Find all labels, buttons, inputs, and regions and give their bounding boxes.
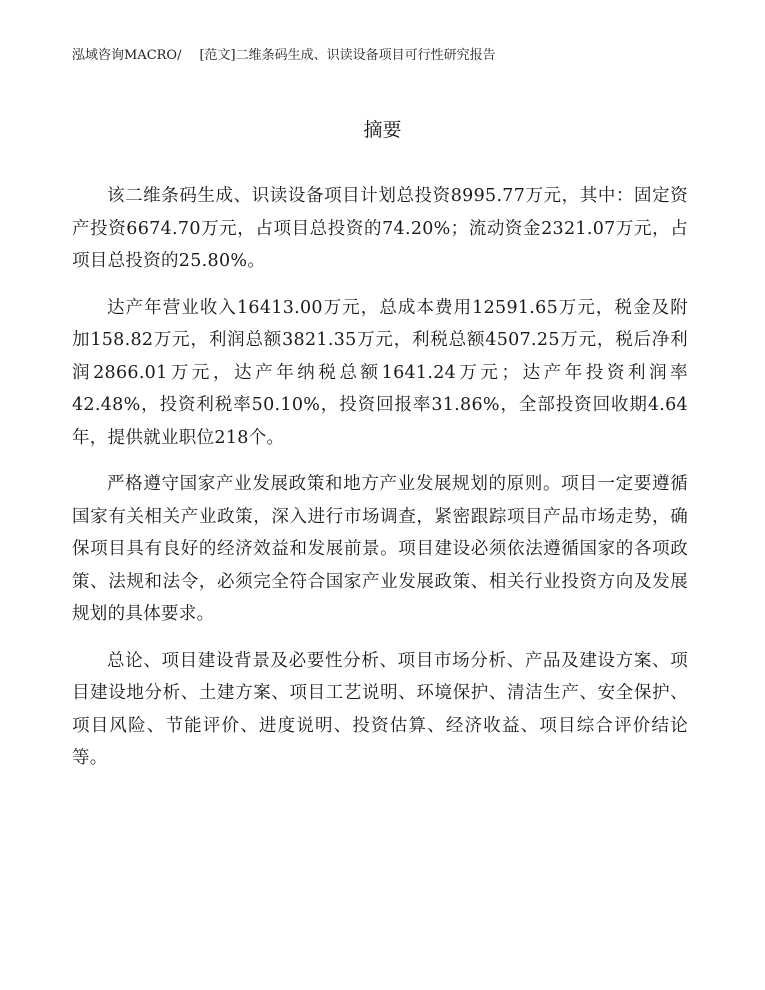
document-body: [72, 180, 688, 789]
paragraph-policy: 严格遵守国家产业发展政策和地方产业发展规划的原则。项目一定要遵循国家有关相关产业政策，深入进行市场调查，紧密跟踪项目产品市场走势，确保项目具有良好的经济效益和发展前景。项目建设必须依法遵循国家的各项政策、法规和法令，必须完全符合国家产业发展政策、相关行业投资方向及发展规划的具体要求。: [72, 474, 688, 624]
page-header: [72, 44, 496, 63]
header-doc-title: [范文]二维条码生成、识读设备项目可行性研究报告: [199, 48, 496, 63]
header-source: 泓域咨询MACRO/: [72, 48, 182, 63]
paragraph-financials: 达产年营业收入16413.00万元，总成本费用12591.65万元，税金及附加158.82万元，利润总额3821.35万元，利税总额4507.25万元，税后净利润2866.01万元，达产年纳税总额1641.24万元；达产年投资利润率42.48%，投资利税率50.10%，投资回报率31.86%，全部投资回收期4.64年，提供就业职位218个。: [72, 297, 688, 448]
paragraph-investment: 该二维条码生成、识读设备项目计划总投资8995.77万元，其中：固定资产投资6674.70万元，占项目总投资的74.20%；流动资金2321.07万元，占项目总投资的25.80%。: [72, 186, 688, 271]
paragraph-contents: 总论、项目建设背景及必要性分析、项目市场分析、产品及建设方案、项目建设地分析、土建方案、项目工艺说明、环境保护、清洁生产、安全保护、项目风险、节能评价、进度说明、投资估算、经济收益、项目综合评价结论等。: [72, 650, 688, 768]
section-title: 摘要: [363, 119, 402, 141]
